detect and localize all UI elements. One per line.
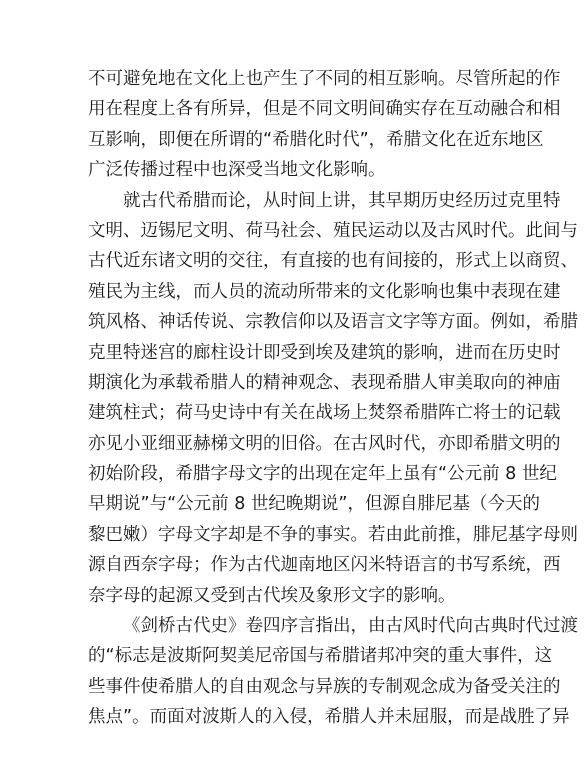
text-line: 期演化为承载希腊人的精神观念、表现希腊人审美取向的神庙 bbox=[88, 372, 561, 393]
text-line: 克里特迷宫的廊柱设计即受到埃及建筑的影响，进而在历史时 bbox=[88, 342, 561, 363]
text-line: 不可避免地在文化上也产生了不同的相互影响。尽管所起的作 bbox=[88, 69, 561, 89]
text-line: 广泛传播过程中也深受当地文化影响。 bbox=[88, 160, 386, 181]
text-line: 《剑桥古代史》卷四序言指出，由古风时代向古典时代过渡 bbox=[123, 616, 578, 637]
text-line: 源自西奈字母；作为古代迦南地区闪米特语言的书写系统，西 bbox=[88, 555, 561, 576]
text-line: 古代近东诸文明的交往，有直接的也有间接的，形式上以商贸、 bbox=[88, 251, 578, 272]
text-line: 些事件使希腊人的自由观念与异族的专制观念成为备受关注的 bbox=[88, 676, 561, 697]
body-text bbox=[88, 64, 578, 733]
text-line: 用在程度上各有所异，但是不同文明间确实存在互动融合和相 bbox=[88, 99, 561, 120]
text-line: 文明、迈锡尼文明、荷马社会、殖民运动以及古风时代。此间与 bbox=[88, 220, 578, 241]
text-line: 亦见小亚细亚赫梯文明的旧俗。在古风时代，亦即希腊文明的 bbox=[88, 433, 561, 454]
text-line: 就古代希腊而论，从时间上讲，其早期历史经历过克里特 bbox=[123, 190, 561, 211]
text-line: 黎巴嫩）字母文字却是不争的事实。若由此前推，腓尼基字母则 bbox=[88, 524, 578, 545]
text-line: 筑风格、神话传说、宗教信仰以及语言文字等方面。例如，希腊 bbox=[88, 312, 578, 333]
text-line: 初始阶段，希腊字母文字的出现在定年上虽有“公元前 8 世纪 bbox=[88, 464, 557, 485]
text-line: 焦点”。而面对波斯人的入侵，希腊人并未屈服，而是战胜了异 bbox=[88, 707, 570, 728]
text-line: 的“标志是波斯阿契美尼帝国与希腊诸邦冲突的重大事件，这 bbox=[88, 646, 553, 667]
text-line: 奈字母的起源又受到古代埃及象形文字的影响。 bbox=[88, 585, 456, 606]
text-line: 殖民为主线，而人员的流动所带来的文化影响也集中表现在建 bbox=[88, 281, 561, 302]
text-line: 建筑柱式；荷马史诗中有关在战场上焚祭希腊阵亡将士的记载 bbox=[88, 403, 561, 424]
text-line: 互影响，即便在所谓的“希腊化时代”，希腊文化在近东地区 bbox=[88, 129, 544, 150]
text-line: 早期说”与“公元前 8 世纪晚期说”，但源自腓尼基（今天的 bbox=[88, 494, 540, 515]
